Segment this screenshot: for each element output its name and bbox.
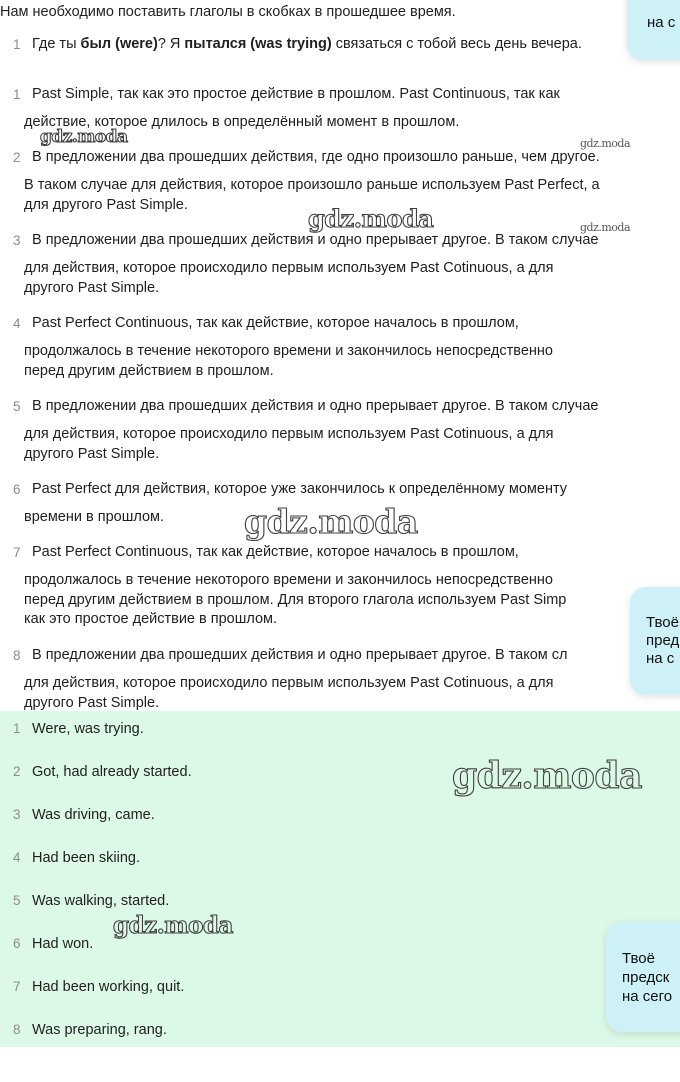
chat-bubble-bottom[interactable] (606, 922, 680, 1032)
answer-item (13, 893, 169, 909)
answer-number: 7 (13, 979, 21, 994)
explanation-first-line: В предложении два прошедших действия и одно прерывает другое. В таком случае (32, 398, 599, 414)
chat-bubble-text: Твоё (622, 950, 655, 967)
explanation-first-line: Past Perfect для действия, которое уже закончилось к определённому моменту (32, 481, 568, 497)
chat-bubble-text: Твоё (646, 614, 679, 631)
answer-text: Had been working, quit. (32, 979, 185, 995)
explanation-line: другого Past Simple. (24, 279, 160, 296)
answer-item (13, 979, 184, 995)
answer-item (13, 1022, 167, 1038)
watermark: gdz.moda (452, 755, 642, 797)
explanation-number: 5 (13, 399, 21, 414)
explanation-line: другого Past Simple. (24, 694, 160, 711)
explanation-line: действие, которое длилось в определённый момент в прошлом. (24, 114, 460, 130)
explanation-line: В таком случае для действия, которое произошло раньше используем Past Perfect, а (24, 177, 600, 193)
explanation-first-line: Past Perfect Continuous, так как действие, которое началось в прошлом, (32, 315, 519, 331)
answer-number: 1 (13, 721, 21, 736)
explanation-first-line: В предложении два прошедших действия и одно прерывает другое. В таком сл (32, 647, 568, 663)
answer-item (13, 721, 144, 737)
watermark: gdz.moda (580, 137, 631, 150)
explanation-number: 1 (13, 87, 21, 102)
intro-text: Нам необходимо поставить глаголы в скобках в прошедшее время. (0, 4, 456, 20)
answer-number: 5 (13, 893, 21, 908)
chat-bubble-text: предск (622, 969, 670, 986)
example-text: Где ты (32, 36, 81, 52)
example-highlight: пытался (was trying) (184, 36, 332, 52)
answer-item (13, 807, 155, 823)
answer-item (13, 764, 192, 780)
explanation-number: 4 (13, 316, 21, 331)
answer-number: 3 (13, 807, 21, 822)
explanation-line: для действия, которое происходило первым используем Past Cotinuous, а для (24, 260, 554, 276)
chat-bubble-text: на сего (622, 988, 673, 1005)
answer-text: Were, was trying. (32, 721, 144, 737)
answers-panel (0, 711, 680, 1047)
explanation-first-line: В предложении два прошедших действия, где одно произошло раньше, чем другое. (32, 149, 600, 165)
explanation-number: 7 (13, 545, 21, 560)
explanation-line: другого Past Simple. (24, 445, 160, 462)
example-text: ? Я (157, 36, 185, 52)
explanation-line: перед другим действием в прошлом. Для второго глагола используем Past Simp (24, 591, 567, 608)
explanation-line: времени в прошлом. (24, 509, 165, 525)
explanation-line: для действия, которое происходило первым используем Past Cotinuous, а для (24, 426, 554, 442)
watermark: gdz.moda (308, 204, 434, 233)
explanation-line: перед другим действием в прошлом. (24, 362, 274, 379)
explanation-first-line: Past Simple, так как это простое действие в прошлом. Past Continuous, так как (32, 86, 560, 102)
answer-item (13, 850, 140, 866)
watermark: gdz.moda (580, 221, 631, 234)
explanation-line: для действия, которое происходило первым используем Past Cotinuous, а для (24, 675, 554, 691)
explanation-number: 8 (13, 648, 21, 663)
explanation-line: продолжалось в течение некоторого времени и закончилось непосредственно (24, 343, 553, 359)
explanation-number: 3 (13, 233, 21, 248)
answer-number: 6 (13, 936, 21, 951)
answer-text: Had won. (32, 936, 94, 952)
explanation-first-line: Past Perfect Continuous, так как действие, которое началось в прошлом, (32, 544, 519, 560)
example-line (32, 35, 582, 55)
example-highlight: был (were) (80, 36, 158, 52)
explanation-number: 2 (13, 150, 21, 165)
answer-number: 2 (13, 764, 21, 779)
chat-bubble-top[interactable] (627, 0, 680, 60)
chat-bubble-text: на с (647, 14, 676, 31)
answer-text: Was driving, came. (32, 807, 155, 823)
answer-item (13, 936, 93, 952)
answer-text: Was preparing, rang. (32, 1022, 167, 1038)
watermark: gdz.moda (244, 502, 418, 541)
explanation-first-line: В предложении два прошедших действия и одно прерывает другое. В таком случае (32, 232, 599, 248)
watermark: gdz.moda (113, 912, 233, 939)
answer-text: Was walking, started. (32, 893, 170, 909)
watermark: gdz.moda (40, 127, 128, 147)
explanation-number: 6 (13, 482, 21, 497)
chat-bubble-middle[interactable] (630, 587, 680, 695)
explanation-line: как это простое действие в прошлом. (24, 611, 278, 627)
chat-bubble-text: на с (646, 650, 675, 667)
example-text: связаться с тобой весь день вечера. (331, 36, 582, 52)
explanation-line: продолжалось в течение некоторого времени и закончилось непосредственно (24, 572, 553, 588)
example-number: 1 (13, 37, 21, 52)
chat-bubble-text: пред (646, 632, 680, 649)
explanation-line: для другого Past Simple. (24, 196, 188, 213)
answer-text: Got, had already started. (32, 764, 192, 780)
answer-text: Had been skiing. (32, 850, 141, 866)
answer-number: 4 (13, 850, 21, 865)
answer-number: 8 (13, 1022, 21, 1037)
